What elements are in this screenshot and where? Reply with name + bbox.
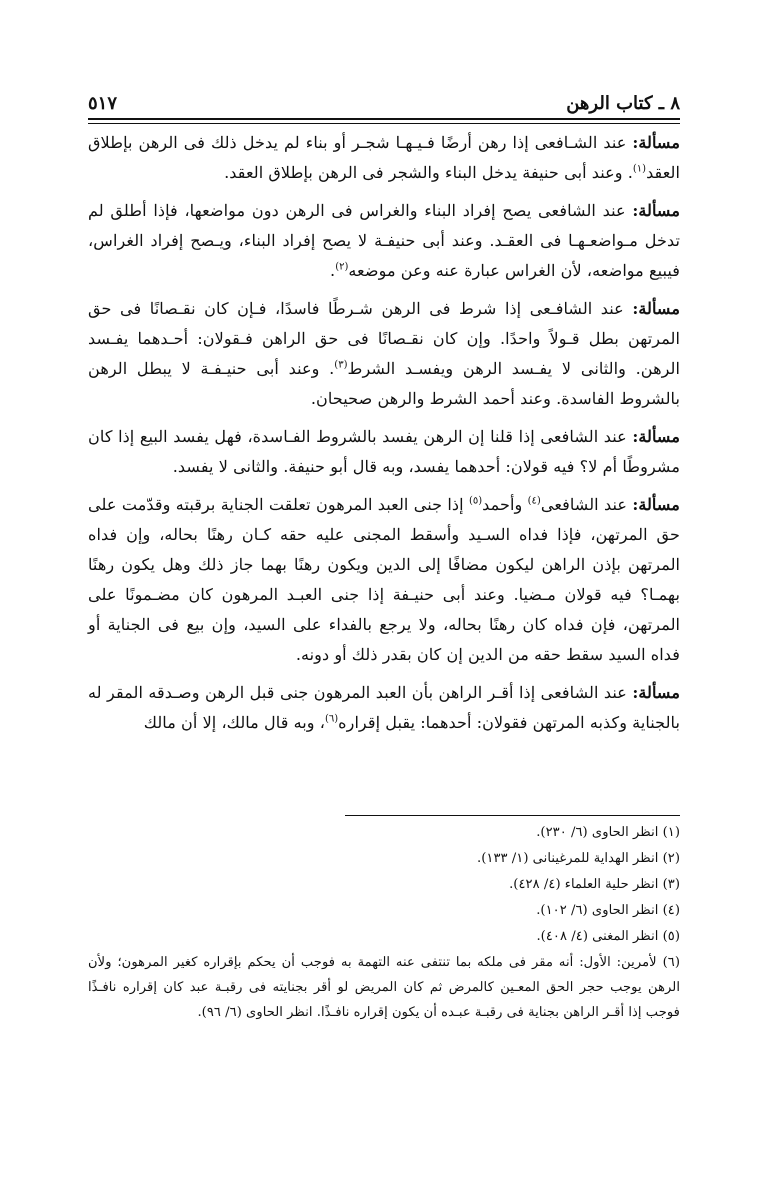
footnote: (٢) انظر الهداية للمرغينانى (١/ ١٣٣). bbox=[477, 851, 680, 866]
footnote-rule bbox=[345, 815, 680, 816]
paragraph bbox=[88, 678, 680, 738]
footnote-ref: (٥) bbox=[468, 495, 483, 507]
footnote-ref: (١) bbox=[632, 163, 647, 175]
paragraph-text: إذا جنى العبد المرهون تعلقت الجناية برقبته وقدّمت على حق المرتهن، فإذا فداه السـيد وأسقط المجنى عليه حقه كـان رهنًا بحاله، وإن فداه المرتهن بإذن الراهن ليكون مضافًا إلى الدين ويكون رهنًا بهما جاز ذلك وهل يكون رهنًا بهمـا؟ فيه قولان مـضيا. وعند أبى حنيـفة إذا جنى العبـد المرهون كان مضـمونًا على المرتهن، فإن فداه كان رهنًا بحاله، ولا يرجع بالفداء على السيد، وإن بيع فى الجناية أو فداه السيد سقط حقه من الدين إن كان بقدر ذلك أو دونه. bbox=[88, 495, 680, 664]
footnote-ref: (٣) bbox=[334, 359, 348, 371]
issue-label: مسألة: bbox=[632, 495, 680, 514]
footnote: (٣) انظر حلية العلماء (٤/ ٤٢٨). bbox=[509, 877, 680, 892]
issue-label: مسألة: bbox=[632, 133, 680, 152]
footnote: (١) انظر الحاوى (٦/ ٢٣٠). bbox=[536, 825, 680, 840]
paragraph-text: . وعند أبى حنيفة يدخل البناء والشجر فى الرهن بإطلاق العقد. bbox=[224, 163, 633, 182]
chapter-title: ٨ ـ كتاب الرهن bbox=[566, 93, 680, 114]
paragraph-text: عند الشـافعى إذا رهن أرضًا فـيـهـا شجـر أو بناء لم يدخل ذلك فى الرهن بإطلاق العقد bbox=[88, 133, 680, 182]
paragraph-text: عند الشافعى bbox=[540, 495, 633, 514]
footnote: (٤) انظر الحاوى (٦/ ١٠٢). bbox=[536, 903, 680, 918]
paragraph-text: عند الشافعى إذا أقـر الراهن بأن العبد المرهون جنى قبل الرهن وصـدقه المقر له بالجناية وكذبه المرتهن فقولان: أحدهما: يقبل إقراره bbox=[88, 683, 680, 732]
footnotes bbox=[88, 820, 680, 1025]
page-number: ٥١٧ bbox=[88, 93, 118, 114]
page-header bbox=[88, 84, 680, 114]
footnote-ref: (٤) bbox=[527, 495, 541, 507]
paragraph bbox=[88, 294, 680, 414]
issue-label: مسألة: bbox=[632, 683, 680, 702]
footnote: (٦) لأمرين: الأول: أنه مقر فى ملكه بما تنتفى عنه التهمة به فوجب أن يحكم بإقراره كغير المرهون؛ ولأن الرهن يوجب حجر الحق المعـين كالمرض ثم كان المريض لو أقر بجنايته فى رقبـة عبد كان إقراره نافـذًا فوجب إذا أقـر الراهن بجناية فى رقبـة عبـده أن يكون إقراره نافـذًا. انظر الحاوى (٦/ ٩٦). bbox=[88, 955, 680, 1020]
paragraph-text: . وعند أبى حنيـفـة لا يبطل الرهن بالشروط الفاسدة. وعند أحمد الشرط والرهن صحيحان. bbox=[88, 359, 680, 408]
paragraph-text: ، وبه قال مالك، إلا أن مالك bbox=[143, 713, 325, 732]
main-text bbox=[88, 128, 680, 746]
paragraph-text: وأحمد bbox=[482, 495, 528, 514]
paragraph-text: عند الشافـعى إذا شرط فى الرهن شـرطًا فاسدًا، فـإن كان نقـصانًا فى حق المرتهن بطل قـولاً واحدًا. وإن كان نقـصانًا فى حق الراهن فـقولان: أحـدهما يفـسد الرهن. والثانى لا يفـسد الرهن ويفسـد الشرط bbox=[88, 299, 680, 378]
footnote: (٥) انظر المغنى (٤/ ٤٠٨). bbox=[536, 929, 680, 944]
paragraph bbox=[88, 128, 680, 188]
issue-label: مسألة: bbox=[632, 201, 680, 220]
header-rule bbox=[88, 118, 680, 124]
paragraph-text: عند الشافعى يصح إفراد البناء والغراس فى الرهن دون مواضعها، فإذا أطلق لم تدخل مـواضعـهـا فى العقـد. وعند أبى حنيفـة لا يصح إفراد البناء، ويـصح إفراد الغراس، فيبيع مواضعه، لأن الغراس عبارة عنه وعن موضعه bbox=[88, 201, 680, 280]
issue-label: مسألة: bbox=[632, 299, 680, 318]
paragraph-text: عند الشافعى إذا قلنا إن الرهن يفسد بالشروط الفـاسدة، فهل يفسد البيع إذا كان مشروطًا أم لا؟ فيه قولان: أحدهما يفسد، وبه قال أبو حنيفة. والثانى لا يفسد. bbox=[88, 427, 680, 476]
footnote-ref: (٦) bbox=[324, 713, 339, 725]
paragraph bbox=[88, 422, 680, 482]
paragraph bbox=[88, 196, 680, 286]
paragraph bbox=[88, 490, 680, 670]
footnote-ref: (٢) bbox=[335, 261, 349, 273]
issue-label: مسألة: bbox=[632, 427, 680, 446]
paragraph-text: . bbox=[330, 261, 336, 280]
